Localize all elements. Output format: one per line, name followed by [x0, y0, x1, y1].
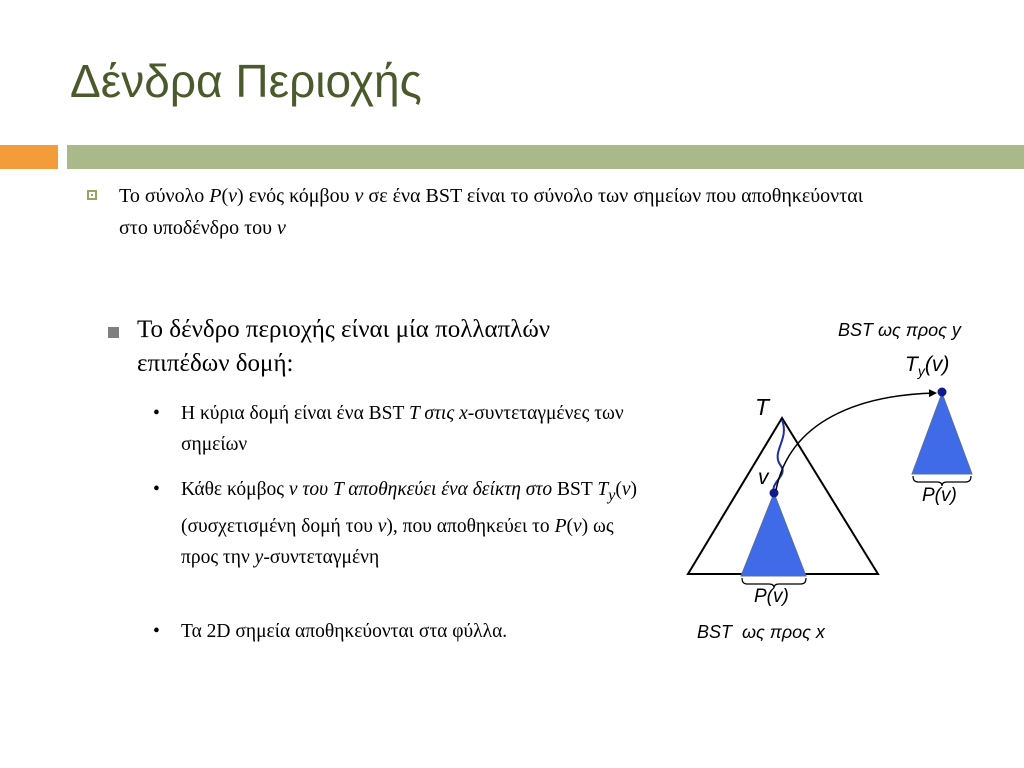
sub-bullet-text: Κάθε κόμβος v του T αποθηκεύει ένα δείκτη στο BST $T_y(v)$ (συσχετισμένη δομή του v), που αποθηκεύει το P(v) ως προς την y-συντεταγμένη: [181, 479, 638, 568]
dot-bullet-icon: •: [153, 621, 160, 642]
bullet-text: Το σύνολο P(v) ενός κόμβου v σε ένα BST είναι το σύνολο των σημείων που αποθηκεύονται στο υποδένδρο του v: [119, 185, 864, 239]
dot-bullet-icon: •: [153, 479, 160, 500]
sub-bullet-text: Η κύρια δομή είναι ένα BST T στις x-συντεταγμένες των σημείων: [181, 403, 624, 455]
label-pv-right: P(v): [922, 485, 957, 506]
label-pv-bottom: P(v): [754, 586, 789, 607]
sub-bullet-text: Τα 2D σημεία αποθηκεύονται στα φύλλα.: [181, 621, 508, 642]
label-bst-x: BST ως προς x: [697, 622, 825, 642]
associated-bst-triangle: [912, 393, 972, 474]
label-bst-y: BST ως προς y: [838, 320, 961, 340]
pointer-arrow: [776, 393, 935, 490]
bullet-text: Το δένδρο περιοχής είναι μία πολλαπλών επιπέδων δομή:: [137, 316, 551, 377]
slide-title: Δένδρα Περιοχής: [70, 55, 422, 107]
label-v: v: [758, 466, 769, 489]
dot-bullet-icon: •: [153, 403, 160, 424]
subtree-v-triangle: [741, 493, 806, 576]
label-ty-v: $T_y(v)$: [905, 353, 950, 380]
node-v-dot: [770, 489, 779, 498]
associated-root-dot: [938, 388, 947, 397]
label-T: T: [755, 394, 770, 420]
